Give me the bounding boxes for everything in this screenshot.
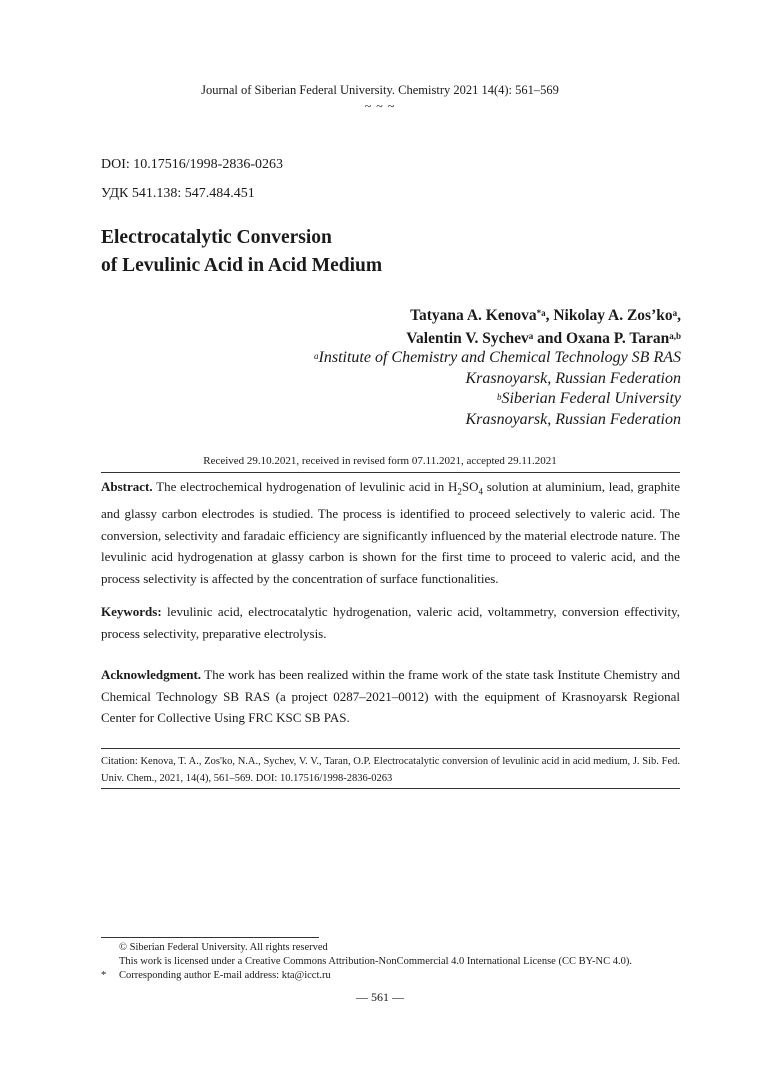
title-line-2: of Levulinic Acid in Acid Medium (101, 255, 383, 276)
doi: DOI: 10.17516/1998-2836-0263 (101, 157, 283, 172)
author-affil-mark: *a (536, 308, 546, 318)
abstract (101, 476, 680, 589)
udk-code: УДК 541.138: 547.484.451 (101, 186, 255, 201)
copyright-notice: © Siberian Federal University. All rights reserved (119, 942, 328, 953)
license-notice: This work is licensed under a Creative Commons Attribution-NonCommercial 4.0 International License (CC BY-NC 4.0). (119, 956, 632, 967)
author-name: Oxana P. Taran (566, 330, 670, 347)
formula-subscript: 2 (457, 486, 462, 497)
author-affil-mark: a,b (669, 331, 681, 341)
footnote-star: * (101, 970, 107, 981)
abstract-label: Abstract. (101, 479, 153, 494)
page-number: — 561 — (356, 990, 404, 1004)
author-conjunction: and (533, 330, 566, 347)
header-ornament: ~ ~ ~ (364, 99, 396, 113)
abstract-text: The electrochemical hydrogenation of levulinic acid in H (152, 479, 458, 494)
journal-header: Journal of Siberian Federal University. Chemistry 2021 14(4): 561–569 (201, 83, 559, 97)
author-affil-mark: a (528, 331, 534, 341)
author-name: Tatyana A. Kenova (410, 307, 537, 324)
footnote-rule (101, 937, 319, 938)
author-list (406, 304, 681, 350)
affiliation-city: Krasnoyarsk, Russian Federation (465, 369, 681, 387)
abstract-text: solution at aluminium, lead, graphite and glassy carbon electrodes is studied. The process is identified to proceed selectively to valeric acid. The conversion, selectivity and faradaic efficiency are significantly influenced by the material electrode nature. The levulinic acid hydrogenation at glassy carbon is shown for the first time to proceed to valeric acid, and the process selectivity is affected by the concentration of surface functionalities. (101, 479, 680, 586)
abstract-top-rule (101, 472, 680, 473)
abstract-text: SO (461, 479, 479, 494)
formula-subscript: 4 (478, 486, 483, 497)
affiliation-name: Siberian Federal University (501, 390, 681, 407)
author-affil-mark: a (672, 308, 678, 318)
author-separator: , (677, 307, 681, 324)
received-dates: Received 29.10.2021, received in revised form 07.11.2021, accepted 29.11.2021 (203, 455, 557, 467)
citation: Citation: Kenova, T. A., Zos'ko, N.A., Sychev, V. V., Taran, O.P. Electrocatalytic conversion of levulinic acid in acid medium, J. Sib. Fed. Univ. Chem., 2021, 14(4), 561–569. DOI: 10.17516/1998-2836-0263 (101, 756, 680, 784)
corresponding-author: Corresponding author E-mail address: kta@icct.ru (119, 970, 331, 981)
affiliation-name: Institute of Chemistry and Chemical Technology SB RAS (318, 349, 681, 366)
author-separator: , (545, 307, 554, 324)
affiliations (314, 348, 681, 430)
author-name: Valentin V. Sychev (406, 330, 529, 347)
author-name: Nikolay A. Zos’ko (553, 307, 673, 324)
keywords (101, 601, 680, 644)
affiliation-mark: a (314, 351, 319, 361)
citation-bottom-rule (101, 788, 680, 789)
authors-line-2 (406, 327, 681, 350)
keywords-text: levulinic acid, electrocatalytic hydrogenation, valeric acid, voltammetry, conversion effectivity, process selectivity, preparative electrolysis. (101, 604, 680, 641)
acknowledgment-text: The work has been realized within the frame work of the state task Institute Chemistry and Chemical Technology SB RAS (a project 0287–2021–0012) with the equipment of Krasnoyarsk Regional Center for Collective Using FRC KSC SB PAS. (101, 667, 680, 725)
article-title (101, 224, 382, 280)
keywords-label: Keywords: (101, 604, 162, 619)
affiliation-city: Krasnoyarsk, Russian Federation (465, 410, 681, 428)
title-line-1: Electrocatalytic Conversion (101, 227, 332, 248)
affiliation-a (314, 348, 681, 369)
affiliation-b (314, 389, 681, 410)
authors-line-1 (406, 304, 681, 327)
acknowledgment (101, 664, 680, 729)
acknowledgment-label: Acknowledgment. (101, 667, 202, 682)
affiliation-mark: b (496, 392, 502, 402)
citation-top-rule (101, 748, 680, 749)
